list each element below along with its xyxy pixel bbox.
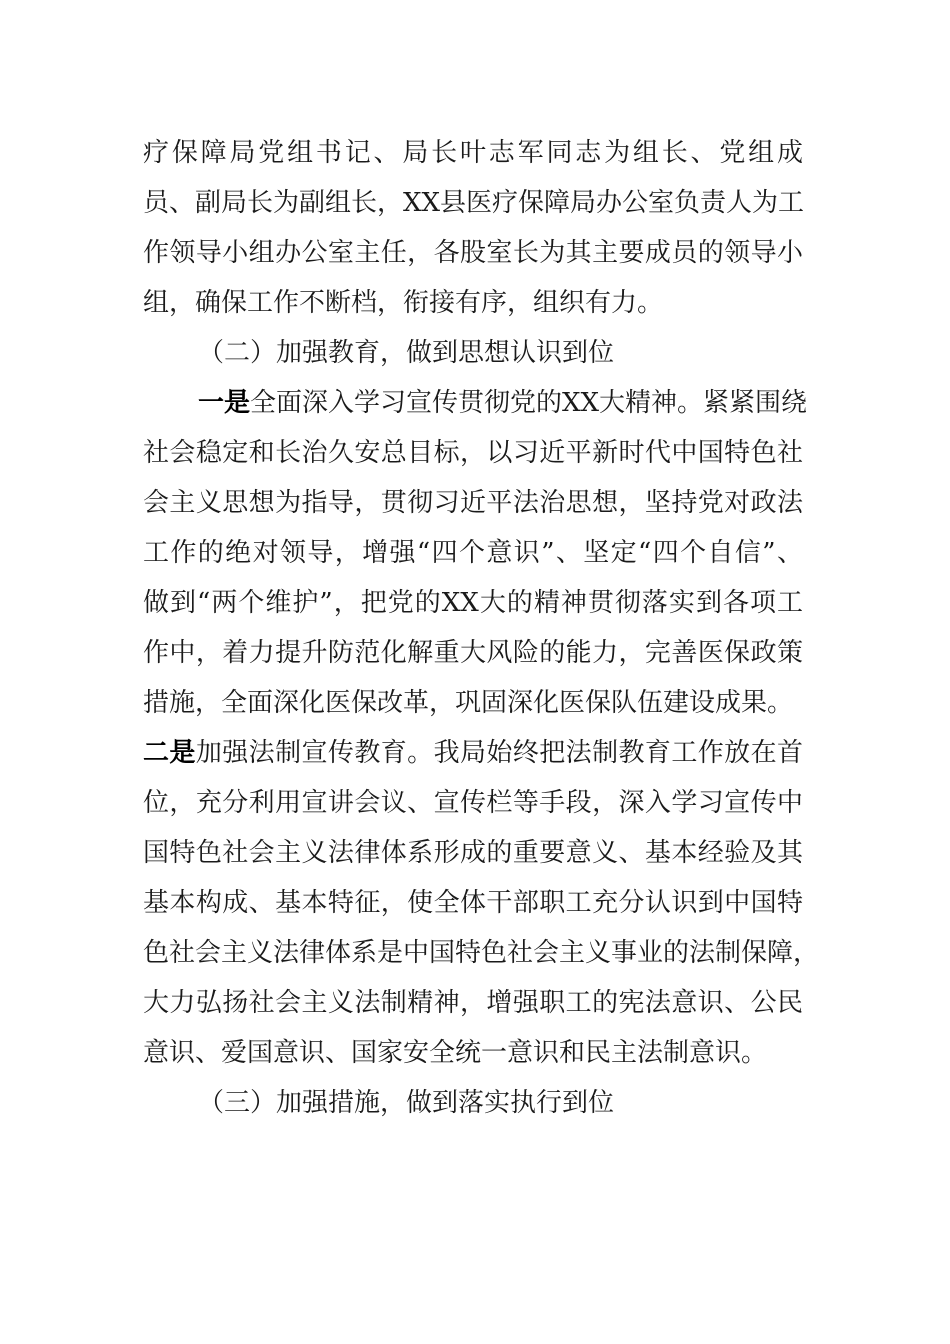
paragraph-first-line bbox=[198, 378, 808, 428]
paragraph-line: 社会稳定和长治久安总目标，以习近平新时代中国特色社 bbox=[143, 438, 803, 468]
paragraph-line: 大力弘扬社会主义法制精神，增强职工的宪法意识、公民 bbox=[143, 988, 803, 1018]
section-heading: （三）加强措施，做到落实执行到位 bbox=[198, 1088, 615, 1118]
paragraph-line: 作中，着力提升防范化解重大风险的能力，完善医保政策 bbox=[143, 638, 803, 668]
paragraph-line: 员、副局长为副组长，XX县医疗保障局办公室负责人为工 bbox=[143, 188, 805, 218]
paragraph-line: 会主义思想为指导，贯彻习近平法治思想，坚持党对政法 bbox=[143, 488, 803, 518]
paragraph-line: 疗保障局党组书记、局长叶志军同志为组长、党组成 bbox=[143, 138, 803, 168]
paragraph-line: 组，确保工作不断档，衔接有序，组织有力。 bbox=[143, 288, 664, 318]
item-lead-label: 二是 bbox=[143, 738, 196, 768]
section-heading: （二）加强教育，做到思想认识到位 bbox=[198, 338, 615, 368]
item-lead-label: 一是 bbox=[198, 388, 251, 418]
paragraph-line: 基本构成、基本特征，使全体干部职工充分认识到中国特 bbox=[143, 888, 803, 918]
item-text: 全面深入学习宣传贯彻党的XX大精神。紧紧围绕 bbox=[250, 388, 808, 418]
paragraph-line: 国特色社会主义法律体系形成的重要意义、基本经验及其 bbox=[143, 838, 803, 868]
paragraph-line: 做到“两个维护”，把党的XX大的精神贯彻落实到各项工 bbox=[143, 588, 803, 618]
paragraph-line: 措施，全面深化医保改革，巩固深化医保队伍建设成果。 bbox=[143, 688, 794, 718]
paragraph-line: 色社会主义法律体系是中国特色社会主义事业的法制保障， bbox=[143, 938, 820, 968]
paragraph-line: 作领导小组办公室主任，各股室长为其主要成员的领导小 bbox=[143, 238, 803, 268]
paragraph-line: 工作的绝对领导，增强“四个意识”、坚定“四个自信”、 bbox=[143, 538, 803, 568]
item-text: 加强法制宣传教育。我局始终把法制教育工作放在首 bbox=[195, 738, 803, 768]
paragraph-line: 位，充分利用宣讲会议、宣传栏等手段，深入学习宣传中 bbox=[143, 788, 803, 818]
paragraph-line: 意识、爱国意识、国家安全统一意识和民主法制意识。 bbox=[143, 1038, 768, 1068]
paragraph-first-line bbox=[143, 728, 803, 778]
